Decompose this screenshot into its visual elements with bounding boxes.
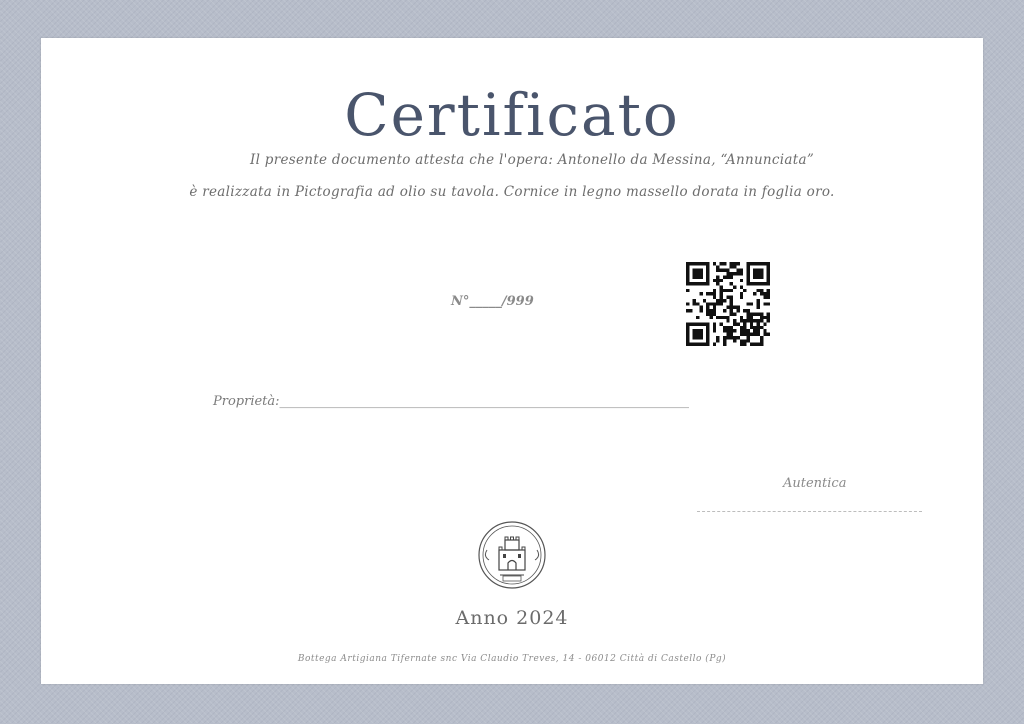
statement-line-2: è realizzata in Pictografia ad olio su tavola. Cornice in legno massello dorata in foglia oro.: [189, 184, 835, 200]
footer-address: Bottega Artigiana Tifernate snc Via Claudio Treves, 14 - 06012 Città di Castello (Pg): [297, 654, 727, 664]
qr-code-icon: [686, 262, 770, 346]
serial-number: N°_____/999: [451, 294, 534, 309]
certificate-title: Certificato: [344, 81, 680, 149]
year-label: Anno 2024: [455, 607, 569, 629]
statement-line-1: Il presente documento attesta che l'opera: Antonello da Messina, “Annunciata”: [249, 152, 815, 168]
owner-field: Proprietà:_______________________________________________________________: [213, 394, 690, 409]
certificate-sheet: [41, 38, 983, 684]
castle-seal-icon: [477, 520, 547, 590]
authentication-label: Autentica: [783, 476, 847, 491]
signature-line: [697, 511, 922, 512]
